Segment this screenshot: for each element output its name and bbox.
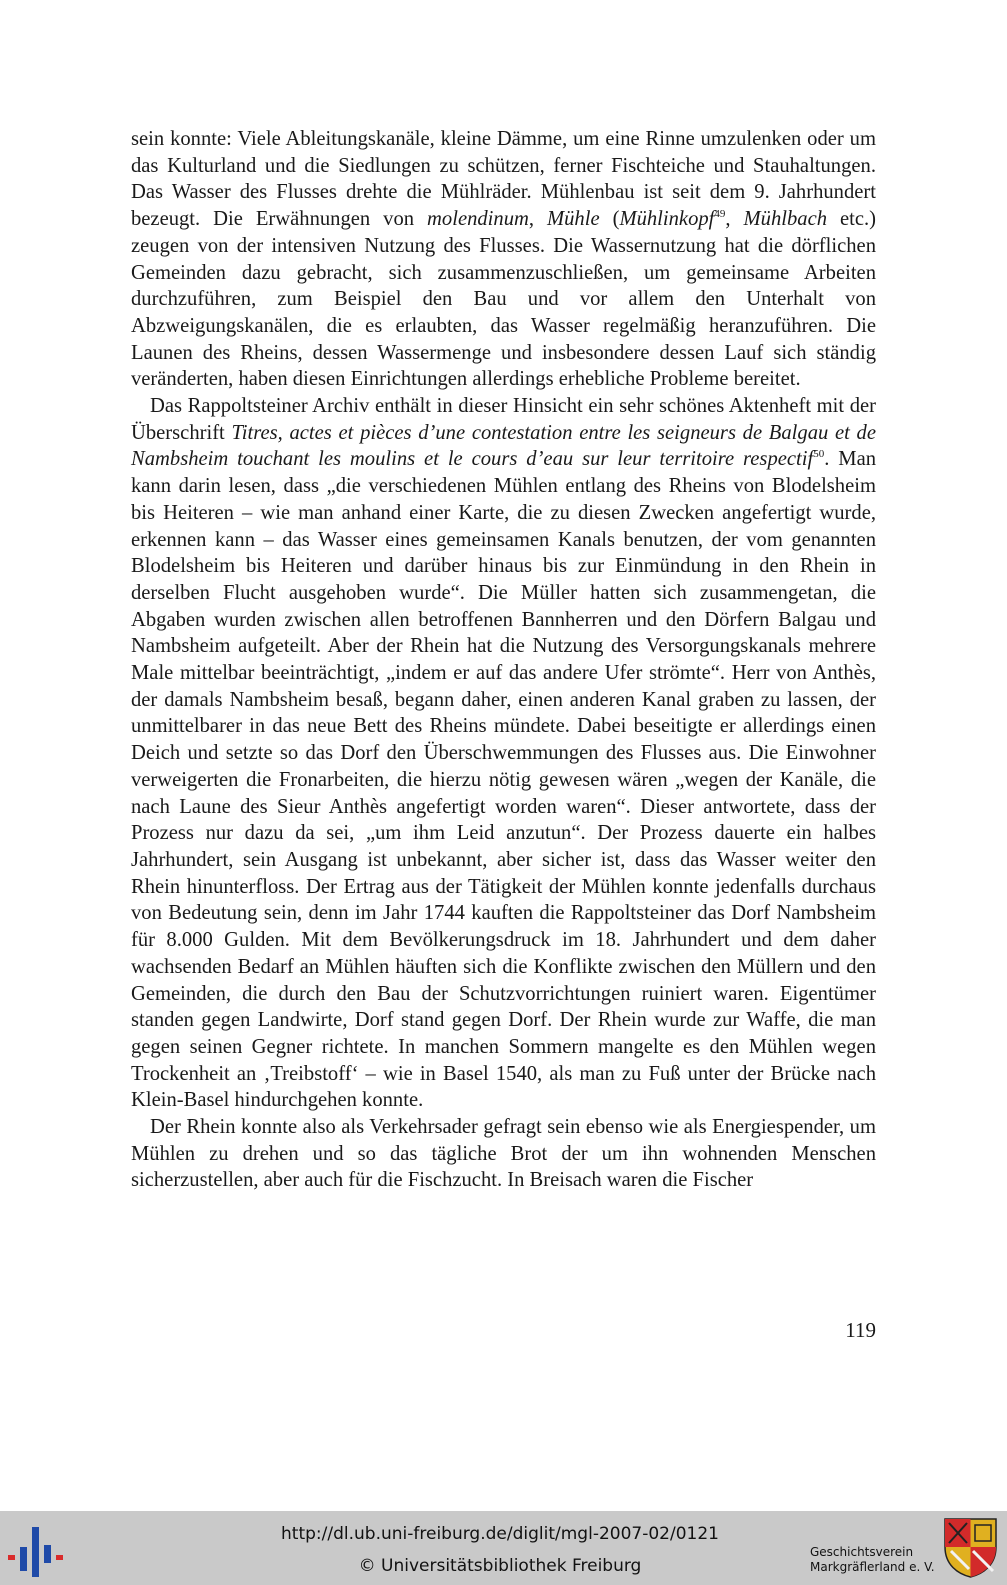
text-run: Das Rappoltsteiner Archiv enthält in dieser Hinsicht ein sehr schönes Aktenheft mit der Überschrift [131,395,876,444]
footer-url-link[interactable]: http://dl.ub.uni-freiburg.de/diglit/mgl-2007-02/0121 [281,1524,719,1544]
footer-bar [0,1511,1007,1585]
text-run: , [725,208,744,231]
footnote-ref: 49 [714,208,726,221]
text-run: . Man kann darin lesen, dass „die verschiedenen Mühlen entlang des Rheins von Blodelsheim bis Heiteren – wie man anhand einer Karte, die zu diesen Zwecken angefertigt wurde, erkennen kann – das Wasser eines gemeinsamen Kanals benutzen, der vom genannten Blodelsheim bis Heiteren und darüber hinaus bis zur Einmündung in den Rhein in derselben Flucht ausgehoben wurde“. Die Müller hatten sich zusammengetan, die Abgaben wurden zwischen allen betroffenen Bannherren und den Dörfern Balgau und Nambsheim aufgeteilt. Aber der Rhein hat die Nutzung des Versorgungskanals mehrere Male mittelbar beeinträchtigt, „indem er auf das andere Ufer strömte“. Herr von Anthès, der damals Nambsheim besaß, begann daher, einen anderen Kanal graben zu lassen, der unmittelbarer in das neue Bett des Rheins mündete. Dabei beseitigte er allerdings einen Deich und setzte so das Dorf den Überschwemmungen des Flusses aus. Die Einwohner verweigerten die Fronarbeiten, die hierzu nötig gewesen wären „wegen der Kanäle, die nach Laune des Sieur Anthès angefertigt worden waren“. Dieser antwortete, dass der Prozess nur dazu da sei, „um ihm Leid anzutun“. Der Prozess dauerte ein halbes Jahrhundert, sein Ausgang ist unbekannt, aber sicher ist, dass das Wasser weiter den Rhein hinunterfloss. Der Ertrag aus der Tätigkeit der Mühlen konnte jedenfalls durchaus von Bedeutung sein, denn im Jahr 1744 kauften die Rappoltsteiner das Dorf Nambsheim für 8.000 Gulden. Mit dem Bevölkerungsdruck im 18. Jahrhundert und dem daher wachsenden Bedarf an Mühlen häuften sich die Konflikte zwischen den Müllern und den Gemeinden, die durch den Bau der Schutzvorrichtungen ruiniert waren. Eigentümer standen gegen Landwirte, Dorf stand gegen Dorf. Der Rhein wurde zur Waffe, die man gegen seinen Gegner richtete. In manchen Sommern mangelte es den Mühlen wegen Trockenheit an ‚Treibstoff‘ – wie in Basel 1540, als man zu Fuß unter der Brücke nach Klein-Basel hindurchgehen konnte. [131,448,877,1112]
verein-line-1: Geschichtsverein [810,1545,914,1559]
paragraph [131,393,876,1114]
italic-text: Mühle [546,208,600,231]
coat-of-arms-icon [943,1517,998,1579]
italic-text: Titres, actes et pièces d’une contestation entre les seigneurs de Balgau et de Nambsheim touchant les moulins et le cours d’eau sur leur territoire respectif [131,421,876,471]
page-body [131,126,876,1194]
ub-freiburg-logo-icon [8,1525,68,1577]
page-number: 119 [845,1318,876,1342]
verein-line-2: Markgräflerland e. V. [810,1560,935,1574]
italic-text: molendinum [427,208,529,231]
footer-copyright: © Universitätsbibliothek Freiburg [358,1556,642,1576]
paragraph [131,126,876,393]
italic-text: Mühlinkopf [619,208,715,231]
verein-label [810,1545,935,1575]
text-run: sein konnte: Viele Ableitungskanäle, kleine Dämme, um eine Rinne umzulenken oder um das Kulturland und die Siedlungen zu schützen, ferner Fischteiche und Stauhaltungen. Das Wasser des Flusses drehte die Mühlräder. Mühlenbau ist seit dem 9. Jahrhundert bezeugt. Die Erwähnungen von [131,128,876,231]
footnote-ref: 50 [813,448,825,461]
text-run: , [528,208,547,231]
text-run: Der Rhein konnte also als Verkehrsader gefragt sein ebenso wie als Energiespender, um Mühlen zu drehen und so das tägliche Brot der um ihn wohnenden Menschen sicherzustellen, aber auch für die Fischzucht. In Breisach waren die Fischer [131,1116,876,1192]
paragraph [131,1114,876,1194]
italic-text: Mühlbach [743,208,828,231]
text-run: ( [599,208,620,231]
text-run: etc.) zeugen von der intensiven Nutzung des Flusses. Die Wassernutzung hat die dörflichen Gemeinden dazu gebracht, sich zusammenzuschließen, um gemeinsame Arbeiten durchzuführen, zum Beispiel den Bau und vor allem den Unterhalt von Abzweigungskanälen, die es erlaubten, das Wasser regelmäßig heranzuführen. Die Launen des Rheins, dessen Wassermenge und insbesondere dessen Lauf sich ständig veränderten, haben diesen Einrichtungen allerdings erhebliche Probleme bereitet. [131,208,877,391]
